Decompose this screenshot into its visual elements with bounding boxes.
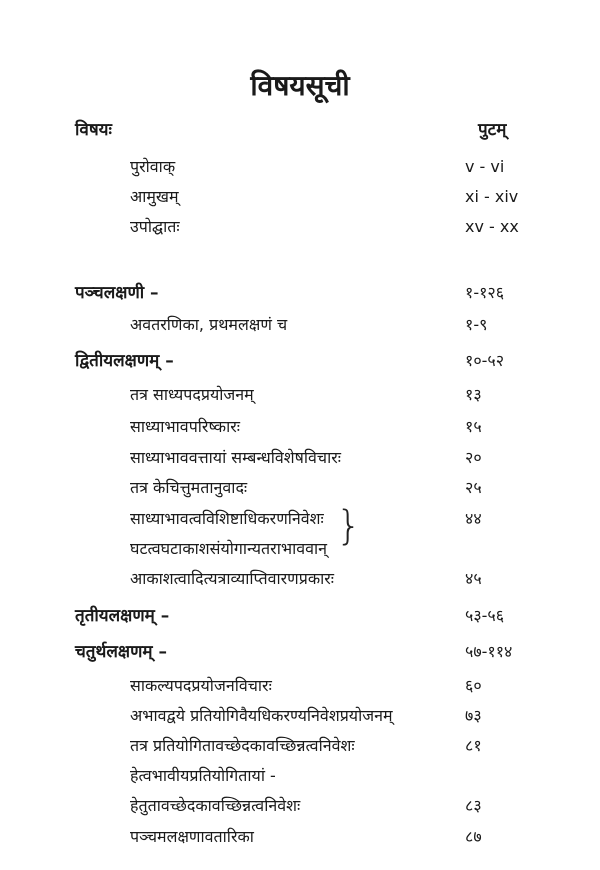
entry-page: १०-५२ bbox=[465, 351, 505, 370]
toc-entry bbox=[0, 182, 600, 212]
entry-label: पञ्चलक्षणी – bbox=[75, 283, 159, 303]
entry-label: तृतीयलक्षणम् – bbox=[75, 606, 170, 626]
entry-page: v - vi bbox=[465, 157, 505, 176]
entry-page: ८७ bbox=[465, 827, 482, 846]
toc-entry bbox=[0, 791, 600, 821]
toc-entry bbox=[0, 564, 600, 594]
entry-label: पुरोवाक् bbox=[130, 157, 176, 176]
entry-label: अवतरणिका, प्रथमलक्षणं च bbox=[130, 315, 288, 334]
entry-label: उपोद्घातः bbox=[130, 217, 180, 236]
toc-entry bbox=[0, 534, 600, 564]
entry-page: ८१ bbox=[465, 736, 482, 755]
entry-page: xv - xx bbox=[465, 217, 519, 236]
entry-page: ४४ bbox=[465, 509, 482, 528]
toc-entry bbox=[0, 443, 600, 473]
entry-page: ७३ bbox=[465, 706, 482, 725]
entry-label: साध्याभावत्वविशिष्टाधिकरणनिवेशः bbox=[130, 509, 324, 528]
entry-label: साध्याभाववत्तायां सम्बन्धविशेषविचारः bbox=[130, 448, 342, 467]
page-heading: पुटम् bbox=[478, 120, 507, 140]
entry-page: १५ bbox=[465, 417, 482, 436]
entry-page: ५३-५६ bbox=[465, 606, 505, 625]
brace-mark: } bbox=[336, 503, 362, 549]
toc-entry bbox=[0, 380, 600, 410]
entry-label: साकल्यपदप्रयोजनविचारः bbox=[130, 676, 272, 695]
entry-label: आमुखम् bbox=[130, 187, 179, 206]
entry-label: पञ्चमलक्षणावतारिका bbox=[130, 827, 254, 846]
toc-entry bbox=[0, 761, 600, 791]
toc-header bbox=[0, 115, 600, 145]
toc-section bbox=[0, 346, 600, 376]
toc-entry bbox=[0, 212, 600, 242]
entry-label: हेत्वभावीयप्रतियोगितायां - bbox=[130, 766, 276, 785]
toc-entry bbox=[0, 731, 600, 761]
entry-page: ६० bbox=[465, 676, 482, 695]
subject-heading: विषयः bbox=[75, 120, 112, 140]
toc-entry bbox=[0, 822, 600, 852]
entry-page: xi - xiv bbox=[465, 187, 519, 206]
toc-entry bbox=[0, 701, 600, 731]
entry-label: अभावद्वये प्रतियोगिवैयधिकरण्यनिवेशप्रयोजनम् bbox=[130, 706, 393, 725]
toc-section bbox=[0, 637, 600, 667]
toc-entry bbox=[0, 671, 600, 701]
entry-label: तत्र केचित्तुमतानुवादः bbox=[130, 478, 248, 497]
entry-label: तत्र प्रतियोगितावच्छेदकावच्छिन्नत्वनिवेशः bbox=[130, 736, 355, 755]
entry-label: हेतुतावच्छेदकावच्छिन्नत्वनिवेशः bbox=[130, 796, 301, 815]
toc-section bbox=[0, 278, 600, 308]
entry-page: १३ bbox=[465, 385, 482, 404]
toc-entry bbox=[0, 504, 600, 534]
entry-page: १-१२६ bbox=[465, 283, 505, 302]
toc-entry bbox=[0, 473, 600, 503]
entry-label: घटत्वघटाकाशसंयोगान्यतराभाववान् bbox=[130, 539, 328, 558]
entry-label: द्वितीयलक्षणम् – bbox=[75, 351, 174, 371]
entry-label: साध्याभावपरिष्कारः bbox=[130, 417, 241, 436]
toc-entry bbox=[0, 310, 600, 340]
entry-label: तत्र साध्यपदप्रयोजनम् bbox=[130, 385, 254, 404]
toc-entry bbox=[0, 412, 600, 442]
toc-entry bbox=[0, 152, 600, 182]
entry-page: ८३ bbox=[465, 796, 482, 815]
entry-page: १-९ bbox=[465, 315, 488, 334]
entry-label: चतुर्थलक्षणम् – bbox=[75, 642, 167, 662]
entry-page: ४५ bbox=[465, 569, 482, 588]
entry-page: ५७-११४ bbox=[465, 642, 513, 661]
entry-page: २५ bbox=[465, 478, 482, 497]
entry-label: आकाशत्वादित्यत्राव्याप्तिवारणप्रकारः bbox=[130, 569, 335, 588]
entry-page: २० bbox=[465, 448, 482, 467]
page-title: विषयसूची bbox=[250, 69, 350, 102]
toc-section bbox=[0, 601, 600, 631]
